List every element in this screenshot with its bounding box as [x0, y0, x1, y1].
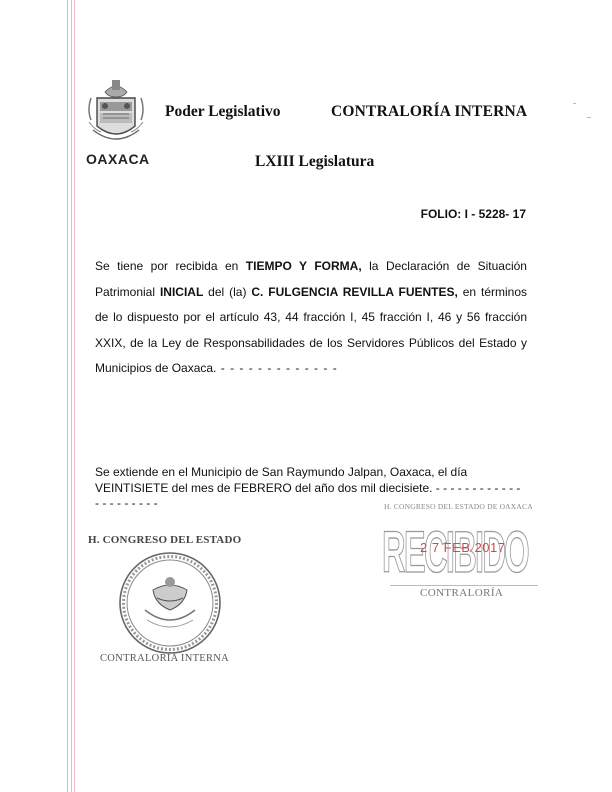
- body-text-3: del (la): [203, 284, 252, 299]
- congress-seal-icon: [115, 550, 225, 656]
- body-text-4: en términos de lo dispuesto por el artículo 43, 44 fracción I, 45 fracción I, 46 y 56 fracción XXIX, de la Ley de Responsabilidades de los Servidores Públicos del Estado y Municipios de Oaxaca.: [95, 284, 528, 376]
- margin-line-pink-2: [74, 0, 75, 792]
- header-left-title: Poder Legislativo: [165, 103, 281, 120]
- margin-line-blue: [71, 0, 72, 792]
- legislatura-title: LXIII Legislatura: [255, 153, 375, 170]
- margin-line-pink: [67, 0, 68, 792]
- stamp-top-text: H. CONGRESO DEL ESTADO DE OAXACA: [384, 502, 533, 511]
- stamp-word: RECIBIDO: [382, 520, 529, 584]
- stamp-divider: [390, 585, 538, 586]
- oaxaca-coat-of-arms-icon: [85, 78, 147, 148]
- body-bold-name: C. FULGENCIA REVILLA FUENTES,: [251, 284, 458, 299]
- folio-number: FOLIO: I - 5228- 17: [420, 207, 526, 221]
- body-paragraph: [95, 254, 527, 382]
- scan-speck-2: [587, 117, 591, 118]
- body-dashes: - - - - - - - - - - - - -: [216, 361, 338, 376]
- stamp-date: 2 7 FEB 2017: [420, 540, 506, 555]
- logo-text: OAXACA: [86, 151, 150, 167]
- seal-footer: CONTRALORÍA INTERNA: [100, 653, 230, 664]
- body-text-2: la Declaración de Situación Patrimonial: [95, 259, 527, 299]
- stamp-bottom-text: CONTRALORÍA: [420, 587, 504, 599]
- body-text-1: Se tiene por recibida en: [95, 259, 246, 273]
- header-right-title: CONTRALORÍA INTERNA: [331, 103, 528, 120]
- scan-speck: [573, 103, 576, 104]
- body-bold-tiempo: TIEMPO Y FORMA,: [245, 259, 362, 273]
- seal-label: H. CONGRESO DEL ESTADO: [88, 534, 242, 546]
- closing-line-1: Se extiende en el Municipio de San Raymundo Jalpan, Oaxaca, el día: [95, 465, 468, 479]
- body-bold-inicial: INICIAL: [159, 284, 204, 299]
- closing-line-2: VEINTISIETE del mes de FEBRERO del año dos mil diecisiete. - - - - - - - - - - - - - - - - - - - - -: [95, 480, 521, 510]
